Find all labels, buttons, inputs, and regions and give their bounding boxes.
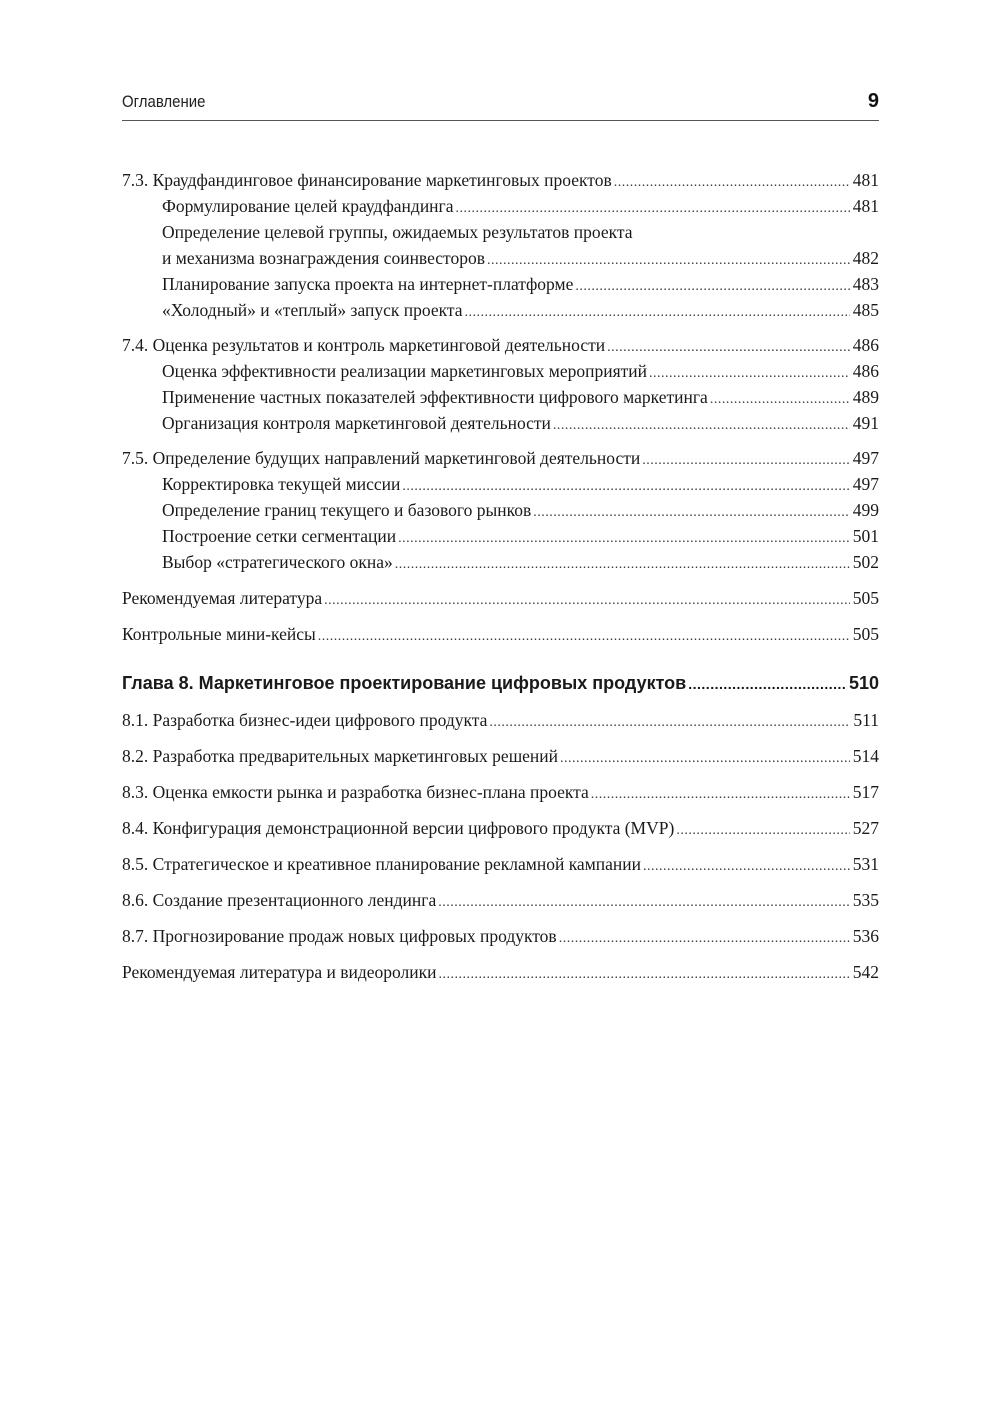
- toc-entry-8-4[interactable]: [122, 815, 879, 841]
- running-header: [122, 90, 879, 121]
- toc-subentry[interactable]: [122, 471, 879, 497]
- dot-leader: [438, 890, 850, 916]
- toc-entry-page: 486: [852, 361, 879, 381]
- toc-entry-page: 536: [852, 926, 879, 946]
- toc-entry-page: 535: [852, 890, 879, 910]
- toc-entry-title: 7.5. Определение будущих направлений маркетинговой деятельности: [122, 448, 641, 468]
- toc-entry-page: 505: [852, 624, 879, 644]
- toc-entry-8-6[interactable]: [122, 887, 879, 913]
- dot-leader: [643, 854, 850, 880]
- toc-entry-title: Определение границ текущего и базового рынков: [162, 500, 532, 520]
- toc-entry-title: и механизма вознаграждения соинвесторов: [162, 248, 485, 268]
- toc-entry-title: 7.3. Краудфандинговое финансирование маркетинговых проектов: [122, 170, 612, 190]
- toc-entry-title: Организация контроля маркетинговой деятельности: [162, 413, 551, 433]
- toc-subentry[interactable]: [122, 245, 879, 271]
- toc-entry-title: 8.2. Разработка предварительных маркетинговых решений: [122, 746, 559, 766]
- toc-entry-page: 485: [852, 300, 879, 320]
- page-number: 9: [867, 90, 879, 112]
- toc-entry-page: 482: [852, 248, 879, 268]
- toc-entry-title: Корректировка текущей миссии: [162, 474, 401, 494]
- toc-entry-8-2[interactable]: [122, 743, 879, 769]
- toc-entry-page: 497: [852, 448, 879, 468]
- toc-entry-7-3[interactable]: [122, 167, 879, 193]
- dot-leader: [324, 588, 850, 614]
- toc-subentry[interactable]: [122, 497, 879, 523]
- toc-subentry[interactable]: [122, 358, 879, 384]
- dot-leader: [553, 413, 850, 439]
- toc-entry-page: 517: [852, 782, 879, 802]
- toc-subentry[interactable]: [122, 549, 879, 575]
- toc-entry-title: 8.1. Разработка бизнес-идеи цифрового продукта: [122, 710, 488, 730]
- toc-entry-mini-cases[interactable]: [122, 621, 879, 647]
- toc-entry-title: Выбор «стратегического окна»: [162, 552, 393, 572]
- dot-leader: [439, 962, 850, 988]
- dot-leader: [676, 818, 849, 844]
- dot-leader: [710, 387, 850, 413]
- toc-entry-page: 514: [852, 746, 879, 766]
- toc-subentry-first-line[interactable]: Определение целевой группы, ожидаемых результатов проекта: [162, 222, 633, 242]
- toc-entry-title: «Холодный» и «теплый» запуск проекта: [162, 300, 463, 320]
- toc-entry-literature[interactable]: [122, 585, 879, 611]
- dot-leader: [318, 624, 850, 650]
- toc-entry-title: 8.3. Оценка емкости рынка и разработка бизнес-плана проекта: [122, 782, 589, 802]
- toc-subentry[interactable]: [122, 271, 879, 297]
- toc-entry-title: 7.4. Оценка результатов и контроль маркетинговой деятельности: [122, 335, 606, 355]
- toc-entry-page: 527: [852, 818, 879, 838]
- toc-entry-page: 491: [852, 413, 879, 433]
- toc-entry-title: 8.4. Конфигурация демонстрационной версии цифрового продукта (MVP): [122, 818, 675, 838]
- toc-entry-title: 8.6. Создание презентационного лендинга: [122, 890, 437, 910]
- toc-entry-page: 511: [853, 710, 879, 730]
- dot-leader: [575, 274, 849, 300]
- toc-subentry[interactable]: [122, 523, 879, 549]
- toc-chapter-8[interactable]: [122, 669, 879, 697]
- dot-leader: [560, 746, 850, 772]
- dot-leader: [559, 926, 850, 952]
- toc-entry-title: 8.5. Стратегическое и креативное планирование рекламной кампании: [122, 854, 642, 874]
- toc-entry-title: 8.7. Прогнозирование продаж новых цифровых продуктов: [122, 926, 557, 946]
- toc-chapter-page: 510: [848, 673, 879, 693]
- toc-entry-8-7[interactable]: [122, 923, 879, 949]
- toc-entry-page: 481: [852, 170, 879, 190]
- toc-entry-page: 483: [852, 274, 879, 294]
- dot-leader: [688, 670, 846, 698]
- toc-entry-title: Планирование запуска проекта на интернет-платформе: [162, 274, 574, 294]
- toc-chapter-title: Глава 8. Маркетинговое проектирование цифровых продуктов: [122, 673, 687, 693]
- toc-entry-page: 486: [852, 335, 879, 355]
- header-title: Оглавление: [122, 92, 206, 111]
- toc-entry-page: 542: [852, 962, 879, 982]
- toc-entry-page: 481: [852, 196, 879, 216]
- table-of-contents: [122, 167, 879, 985]
- toc-subentry[interactable]: [122, 193, 879, 219]
- toc-entry-literature-video[interactable]: [122, 959, 879, 985]
- toc-entry-7-4[interactable]: [122, 332, 879, 358]
- toc-entry-7-5[interactable]: [122, 445, 879, 471]
- toc-entry-title: Применение частных показателей эффективности цифрового маркетинга: [162, 387, 708, 407]
- toc-entry-8-1[interactable]: [122, 707, 879, 733]
- toc-entry-title: Формулирование целей краудфандинга: [162, 196, 454, 216]
- toc-subentry[interactable]: [122, 297, 879, 323]
- toc-entry-page: 531: [852, 854, 879, 874]
- toc-entry-page: 502: [852, 552, 879, 572]
- toc-entry-page: 505: [852, 588, 879, 608]
- toc-entry-title: Оценка эффективности реализации маркетинговых мероприятий: [162, 361, 647, 381]
- dot-leader: [591, 782, 850, 808]
- toc-entry-page: 489: [852, 387, 879, 407]
- toc-entry-8-5[interactable]: [122, 851, 879, 877]
- toc-entry-page: 499: [852, 500, 879, 520]
- dot-leader: [398, 526, 850, 552]
- toc-entry-title: Рекомендуемая литература и видеоролики: [122, 962, 437, 982]
- dot-leader: [533, 500, 849, 526]
- toc-entry-8-3[interactable]: [122, 779, 879, 805]
- dot-leader: [395, 552, 850, 578]
- dot-leader: [642, 448, 850, 474]
- toc-entry-title: Рекомендуемая литература: [122, 588, 323, 608]
- dot-leader: [489, 710, 850, 736]
- toc-subentry[interactable]: [122, 384, 879, 410]
- toc-entry-title: Построение сетки сегментации: [162, 526, 397, 546]
- toc-subentry[interactable]: [122, 410, 879, 436]
- toc-entry-page: 497: [852, 474, 879, 494]
- dot-leader: [465, 300, 850, 326]
- toc-entry-page: 501: [852, 526, 879, 546]
- toc-entry-title: Контрольные мини-кейсы: [122, 624, 316, 644]
- dot-leader: [614, 170, 850, 196]
